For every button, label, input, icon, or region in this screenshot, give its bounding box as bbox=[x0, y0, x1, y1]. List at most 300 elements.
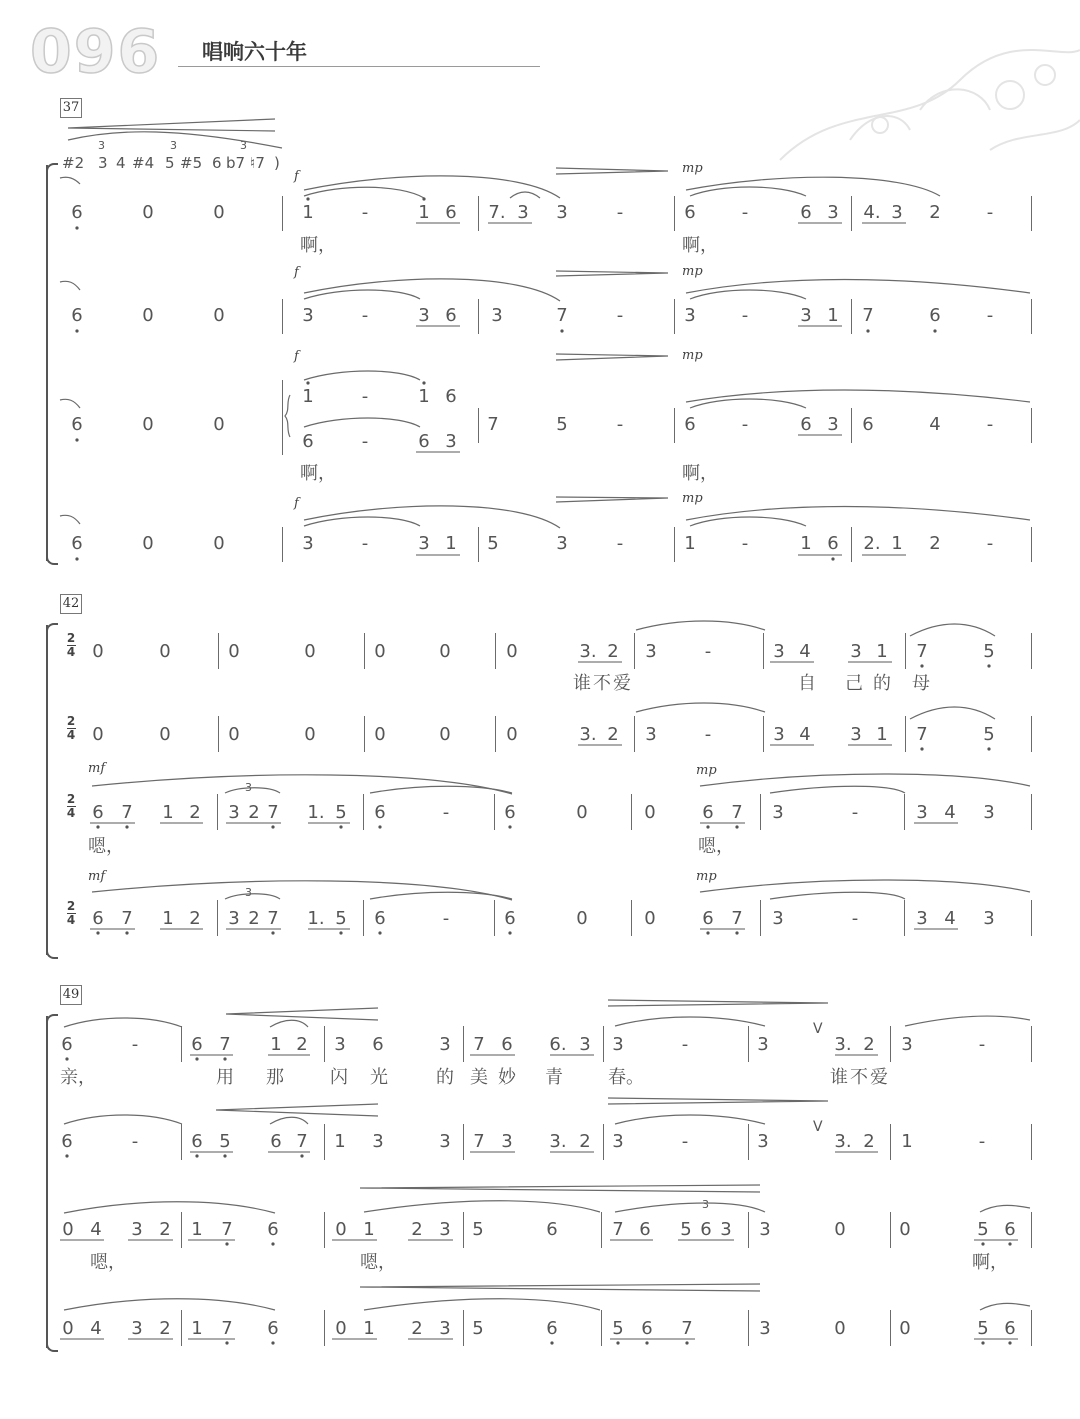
lyric: 啊， bbox=[300, 463, 336, 484]
note: 4 bbox=[944, 802, 956, 823]
note: 3 bbox=[579, 1034, 591, 1055]
note: 1 bbox=[800, 533, 812, 554]
time-signature: 2 4 bbox=[66, 631, 76, 659]
note: - bbox=[361, 533, 369, 554]
note: 2 bbox=[248, 802, 260, 823]
barline bbox=[1031, 794, 1032, 830]
note: 1 bbox=[418, 386, 430, 407]
divisi-brace bbox=[285, 395, 290, 437]
barline bbox=[1031, 408, 1032, 443]
note: 1 bbox=[827, 305, 839, 326]
note: - bbox=[986, 533, 994, 554]
note: 5 bbox=[977, 1219, 989, 1240]
note: 3 bbox=[891, 202, 903, 223]
note: - bbox=[986, 305, 994, 326]
system-bracket bbox=[46, 625, 48, 955]
barline bbox=[218, 716, 219, 752]
note: 0 bbox=[576, 802, 588, 823]
lyric: 自 bbox=[798, 673, 816, 694]
note: 7 bbox=[612, 1219, 624, 1240]
note: 5 bbox=[556, 414, 568, 435]
bracket-bottom bbox=[46, 1342, 58, 1352]
slur bbox=[615, 1203, 765, 1212]
note: 5 bbox=[472, 1219, 484, 1240]
lyric: 嗯， bbox=[90, 1252, 126, 1273]
slur bbox=[60, 177, 80, 184]
note: 2 bbox=[159, 1318, 171, 1339]
note: 3 bbox=[439, 1034, 451, 1055]
note: 0 bbox=[142, 305, 154, 326]
note: 6 bbox=[929, 305, 941, 326]
barline bbox=[905, 716, 906, 752]
book-title: 唱响六十年 bbox=[202, 40, 307, 64]
slur bbox=[364, 1299, 600, 1310]
note: 6 bbox=[800, 414, 812, 435]
note: 6 bbox=[700, 1219, 712, 1240]
note: - bbox=[851, 908, 859, 929]
slur bbox=[700, 880, 1030, 892]
crescendo-hairpin bbox=[360, 1284, 760, 1291]
lyric: 啊， bbox=[682, 235, 718, 256]
slur bbox=[92, 775, 512, 794]
note: - bbox=[361, 386, 369, 407]
note: - bbox=[616, 414, 624, 435]
note: 3 bbox=[773, 724, 785, 745]
note: 6 bbox=[418, 431, 430, 452]
note: 3 bbox=[517, 202, 529, 223]
lyric: 闪 bbox=[330, 1067, 348, 1088]
note: 3. bbox=[579, 724, 597, 745]
barline bbox=[478, 196, 479, 231]
dynamic-mp: mp bbox=[696, 763, 717, 778]
note: 6 bbox=[445, 305, 457, 326]
note: 1 bbox=[891, 533, 903, 554]
note: 1. bbox=[307, 908, 325, 929]
note: 1 bbox=[684, 533, 696, 554]
slur bbox=[60, 515, 80, 524]
barline bbox=[282, 299, 283, 334]
barline bbox=[181, 1212, 182, 1248]
note: 6 bbox=[800, 202, 812, 223]
lyric: 用 bbox=[216, 1067, 234, 1088]
rehearsal-mark: 37 bbox=[60, 98, 82, 118]
note: 6 bbox=[267, 1219, 279, 1240]
note: 2 bbox=[189, 908, 201, 929]
note: 0 bbox=[335, 1219, 347, 1240]
note: 3 bbox=[439, 1318, 451, 1339]
barline bbox=[324, 1124, 325, 1160]
lyric: 春。 bbox=[608, 1067, 644, 1088]
note: 7 bbox=[487, 414, 499, 435]
note: 6 bbox=[501, 1034, 513, 1055]
lyric: 啊， bbox=[972, 1252, 1008, 1273]
note: 6 bbox=[684, 414, 696, 435]
triplet-mark: 3 bbox=[170, 139, 177, 152]
barline bbox=[324, 1212, 325, 1248]
slur bbox=[636, 621, 765, 630]
note: 0 bbox=[644, 908, 656, 929]
bracket-bottom bbox=[46, 555, 58, 565]
note: 6 bbox=[302, 431, 314, 452]
note: 7 bbox=[556, 305, 568, 326]
note: - bbox=[681, 1034, 689, 1055]
slur bbox=[92, 881, 512, 900]
barline bbox=[364, 633, 365, 669]
barline bbox=[463, 1026, 464, 1062]
slur bbox=[304, 279, 560, 301]
intro-note: 3 bbox=[98, 154, 108, 172]
note: 3 bbox=[800, 305, 812, 326]
note: - bbox=[616, 305, 624, 326]
note: 1 bbox=[901, 1131, 913, 1152]
note: 2 bbox=[248, 908, 260, 929]
rehearsal-mark: 42 bbox=[60, 594, 82, 614]
barline bbox=[181, 1310, 182, 1346]
slur bbox=[370, 892, 512, 899]
barline bbox=[601, 1212, 602, 1248]
note: 3 bbox=[556, 202, 568, 223]
slur bbox=[690, 399, 806, 408]
note: 3 bbox=[445, 431, 457, 452]
lyric: 啊， bbox=[300, 235, 336, 256]
slur bbox=[636, 703, 765, 712]
note: - bbox=[986, 202, 994, 223]
slur bbox=[980, 1303, 1030, 1310]
lyric: 青 bbox=[545, 1067, 563, 1088]
note: 0 bbox=[506, 641, 518, 662]
breath-mark: V bbox=[813, 1021, 823, 1037]
barline bbox=[282, 527, 283, 562]
note: 3 bbox=[645, 724, 657, 745]
note: 6 bbox=[61, 1034, 73, 1055]
barline bbox=[181, 1026, 182, 1062]
intro-note: #2 bbox=[62, 154, 85, 172]
barline bbox=[851, 408, 852, 443]
note: 1 bbox=[363, 1318, 375, 1339]
barline bbox=[1031, 196, 1032, 231]
bracket-top bbox=[46, 163, 58, 173]
barline bbox=[463, 1310, 464, 1346]
barline bbox=[631, 794, 632, 830]
slur bbox=[910, 707, 995, 719]
crescendo-hairpin bbox=[226, 1008, 378, 1020]
note: 6. bbox=[549, 1034, 567, 1055]
note: 7 bbox=[731, 908, 743, 929]
note: 3. bbox=[834, 1034, 852, 1055]
note: 5 bbox=[612, 1318, 624, 1339]
note: 3 bbox=[334, 1034, 346, 1055]
note: 6 bbox=[546, 1318, 558, 1339]
note: 6 bbox=[862, 414, 874, 435]
barline bbox=[634, 716, 635, 752]
note: 0 bbox=[62, 1318, 74, 1339]
barline bbox=[904, 900, 905, 936]
note: 6 bbox=[374, 802, 386, 823]
note: 7 bbox=[916, 724, 928, 745]
note: 3 bbox=[418, 305, 430, 326]
barline bbox=[1031, 527, 1032, 562]
note: 7 bbox=[473, 1034, 485, 1055]
note: 1 bbox=[363, 1219, 375, 1240]
note: 2 bbox=[159, 1219, 171, 1240]
note: 3 bbox=[850, 724, 862, 745]
slur bbox=[686, 280, 1030, 294]
note: 3 bbox=[827, 414, 839, 435]
barline bbox=[217, 794, 218, 830]
note: 3 bbox=[418, 533, 430, 554]
slur bbox=[64, 1202, 275, 1213]
note: 3 bbox=[757, 1034, 769, 1055]
note: 0 bbox=[213, 305, 225, 326]
slur bbox=[770, 892, 905, 899]
note: - bbox=[704, 641, 712, 662]
dynamic-mp: mp bbox=[682, 161, 703, 176]
slur bbox=[690, 290, 806, 299]
note: 3 bbox=[302, 533, 314, 554]
floral-ornament-icon bbox=[760, 40, 1080, 180]
slur bbox=[225, 894, 280, 899]
note: 6 bbox=[372, 1034, 384, 1055]
note: 5 bbox=[977, 1318, 989, 1339]
note: - bbox=[978, 1131, 986, 1152]
note: 0 bbox=[213, 414, 225, 435]
note: 0 bbox=[142, 533, 154, 554]
note: 0 bbox=[213, 202, 225, 223]
barline bbox=[1031, 1026, 1032, 1062]
barline bbox=[478, 527, 479, 562]
note: 7 bbox=[219, 1034, 231, 1055]
note: 6 bbox=[684, 202, 696, 223]
slur bbox=[64, 1299, 275, 1310]
barline bbox=[1031, 633, 1032, 669]
note: 3 bbox=[556, 533, 568, 554]
note: 3 bbox=[684, 305, 696, 326]
slur bbox=[225, 788, 280, 793]
crescendo-hairpin bbox=[216, 1104, 378, 1116]
barline bbox=[217, 900, 218, 936]
lyric: 嗯， bbox=[698, 836, 734, 857]
slur bbox=[690, 517, 806, 526]
note: 6 bbox=[702, 908, 714, 929]
note: 6 bbox=[191, 1131, 203, 1152]
note: 0 bbox=[506, 724, 518, 745]
barline bbox=[282, 380, 283, 455]
note: - bbox=[361, 431, 369, 452]
intro-note: #4 bbox=[132, 154, 155, 172]
bracket-bottom bbox=[46, 949, 58, 959]
note: 3 bbox=[901, 1034, 913, 1055]
barline bbox=[890, 1212, 891, 1248]
note: - bbox=[704, 724, 712, 745]
note: - bbox=[986, 414, 994, 435]
dynamic-mf: mf bbox=[88, 761, 106, 776]
note: 7 bbox=[267, 802, 279, 823]
note: 0 bbox=[304, 724, 316, 745]
note: 1 bbox=[162, 802, 174, 823]
slur bbox=[910, 624, 995, 636]
slur bbox=[60, 399, 80, 408]
decrescendo-hairpin bbox=[608, 1098, 828, 1104]
page-number: 096 bbox=[30, 17, 162, 87]
decrescendo-hairpin bbox=[556, 168, 668, 174]
dynamic-mp: mp bbox=[682, 491, 703, 506]
barline bbox=[181, 1124, 182, 1160]
decrescendo-hairpin bbox=[556, 271, 668, 276]
note: 5 bbox=[472, 1318, 484, 1339]
barline bbox=[478, 299, 479, 334]
note: - bbox=[851, 802, 859, 823]
barline bbox=[1031, 900, 1032, 936]
note: 2 bbox=[411, 1219, 423, 1240]
note: 0 bbox=[213, 533, 225, 554]
lyric: 己 bbox=[845, 673, 863, 694]
note: 3 bbox=[612, 1131, 624, 1152]
barline bbox=[463, 1124, 464, 1160]
slur bbox=[615, 1115, 765, 1124]
slur bbox=[364, 1201, 600, 1212]
note: 7 bbox=[862, 305, 874, 326]
lyric: 嗯， bbox=[360, 1252, 396, 1273]
barline bbox=[748, 1310, 749, 1346]
note: - bbox=[681, 1131, 689, 1152]
lyric: 的 bbox=[436, 1067, 454, 1088]
note: - bbox=[741, 533, 749, 554]
note: 6 bbox=[92, 908, 104, 929]
note: 7 bbox=[731, 802, 743, 823]
note: 7 bbox=[916, 641, 928, 662]
note: - bbox=[131, 1034, 139, 1055]
note: 1 bbox=[191, 1318, 203, 1339]
dynamic-mp: mp bbox=[696, 869, 717, 884]
note: - bbox=[442, 802, 450, 823]
barline bbox=[763, 633, 764, 669]
barline bbox=[674, 196, 675, 231]
note: 3 bbox=[916, 802, 928, 823]
triplet-mark: 3 bbox=[240, 139, 247, 152]
note: 6 bbox=[639, 1219, 651, 1240]
barline bbox=[494, 794, 495, 830]
lyric: 啊， bbox=[682, 463, 718, 484]
note: 3. bbox=[579, 641, 597, 662]
slur bbox=[304, 517, 420, 526]
barline bbox=[631, 900, 632, 936]
note: 5 bbox=[335, 908, 347, 929]
note: 6 bbox=[546, 1219, 558, 1240]
note: 6 bbox=[702, 802, 714, 823]
note: 7 bbox=[267, 908, 279, 929]
triplet-mark: 3 bbox=[245, 781, 252, 794]
barline bbox=[463, 1212, 464, 1248]
lyric: 母 bbox=[912, 673, 930, 694]
barline bbox=[324, 1026, 325, 1062]
note: 0 bbox=[228, 724, 240, 745]
barline bbox=[364, 716, 365, 752]
note: 6 bbox=[92, 802, 104, 823]
intro-note: 4 bbox=[116, 154, 126, 172]
dynamic-mf: mf bbox=[88, 869, 106, 884]
note: 5 bbox=[983, 724, 995, 745]
triplet-mark: 3 bbox=[98, 139, 105, 152]
note: 0 bbox=[228, 641, 240, 662]
note: 6 bbox=[504, 802, 516, 823]
barline bbox=[363, 900, 364, 936]
note: - bbox=[131, 1131, 139, 1152]
note: 3. bbox=[549, 1131, 567, 1152]
note: 0 bbox=[374, 641, 386, 662]
note: 0 bbox=[439, 641, 451, 662]
barline bbox=[494, 900, 495, 936]
note: 0 bbox=[304, 641, 316, 662]
barline bbox=[763, 716, 764, 752]
bracket-top bbox=[46, 1014, 58, 1024]
note: 6 bbox=[71, 414, 83, 435]
note: 2 bbox=[863, 1034, 875, 1055]
dynamic-f: f bbox=[294, 496, 299, 511]
slur bbox=[686, 507, 1030, 521]
note: 3 bbox=[850, 641, 862, 662]
time-signature: 2 4 bbox=[66, 714, 76, 742]
note: 2 bbox=[579, 1131, 591, 1152]
intro-note: 5 bbox=[165, 154, 175, 172]
note: 5 bbox=[335, 802, 347, 823]
note: 3 bbox=[983, 802, 995, 823]
lyric: 谁不爱 bbox=[830, 1067, 890, 1088]
barline bbox=[324, 1310, 325, 1346]
note: 0 bbox=[439, 724, 451, 745]
barline bbox=[905, 633, 906, 669]
intro-note: #5 bbox=[180, 154, 203, 172]
system-bracket bbox=[46, 165, 48, 561]
note: 3. bbox=[834, 1131, 852, 1152]
slur bbox=[510, 192, 540, 198]
triplet-mark: 3 bbox=[702, 1198, 709, 1211]
note: 7 bbox=[296, 1131, 308, 1152]
barline bbox=[748, 1212, 749, 1248]
note: - bbox=[442, 908, 450, 929]
slur bbox=[270, 1020, 308, 1027]
decrescendo-hairpin bbox=[608, 1000, 828, 1006]
note: 6 bbox=[374, 908, 386, 929]
note: 0 bbox=[159, 724, 171, 745]
barline bbox=[674, 408, 675, 443]
note: 3 bbox=[491, 305, 503, 326]
slur bbox=[304, 290, 420, 299]
barline bbox=[495, 716, 496, 752]
barline bbox=[674, 527, 675, 562]
intro-note: 6 bbox=[212, 154, 222, 172]
barline bbox=[1031, 1212, 1032, 1248]
crescendo-hairpin bbox=[68, 119, 275, 131]
barline bbox=[890, 1310, 891, 1346]
note: - bbox=[616, 533, 624, 554]
note: 2. bbox=[863, 533, 881, 554]
note: - bbox=[361, 202, 369, 223]
breath-mark: V bbox=[813, 1119, 823, 1135]
note: 7 bbox=[221, 1318, 233, 1339]
note: 3 bbox=[772, 908, 784, 929]
barline bbox=[495, 633, 496, 669]
note: 5 bbox=[680, 1219, 692, 1240]
barline bbox=[363, 794, 364, 830]
note: 4 bbox=[799, 641, 811, 662]
bracket-top bbox=[46, 623, 58, 633]
note: 0 bbox=[335, 1318, 347, 1339]
note: 1 bbox=[191, 1219, 203, 1240]
note: 0 bbox=[159, 641, 171, 662]
note: 0 bbox=[576, 908, 588, 929]
barline bbox=[890, 1026, 891, 1062]
note: 3 bbox=[439, 1131, 451, 1152]
